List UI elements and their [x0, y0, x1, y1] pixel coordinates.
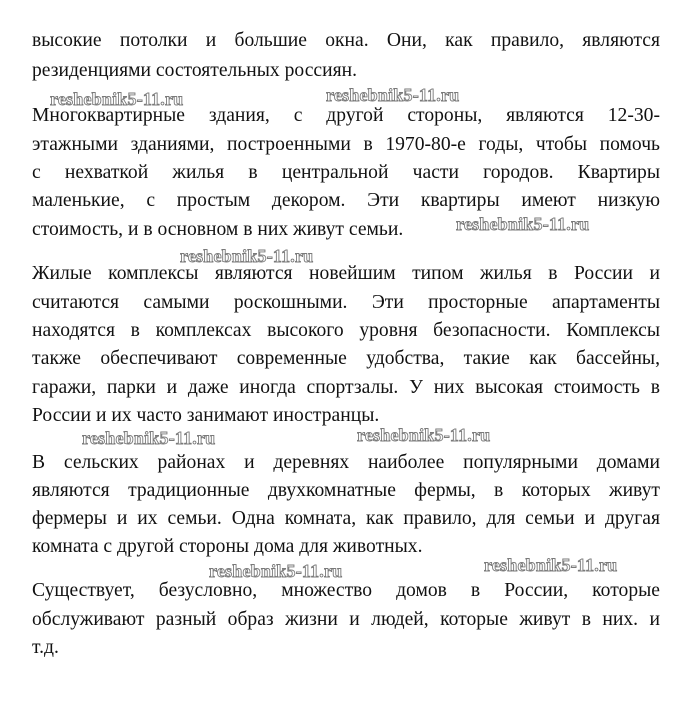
paragraph-5-line-3: т.д. — [32, 637, 59, 658]
paragraph-3-line-3: находятся в комплексах высокого уровня безопасности. Комплексы — [32, 320, 660, 341]
watermark-2: reshebnik5-11.ru — [326, 85, 460, 105]
watermark-4: reshebnik5-11.ru — [180, 246, 314, 266]
paragraph-4-line-2: являются традиционные двухкомнатные фермы, в которых живут — [32, 480, 660, 501]
watermark-8: reshebnik5-11.ru — [209, 561, 343, 581]
paragraph-2-line-3: с нехваткой жилья в центральной части городов. Квартиры — [32, 162, 660, 183]
watermark-5: reshebnik5-11.ru — [82, 428, 216, 448]
paragraph-3-line-5: гаражи, парки и даже иногда спортзалы. У них высокая стоимость в — [32, 377, 660, 398]
watermark-7: reshebnik5-11.ru — [484, 555, 618, 575]
paragraph-4-line-4: комната с другой стороны дома для животных. — [32, 536, 423, 557]
paragraph-3-line-6: России и их часто занимают иностранцы. — [32, 405, 380, 426]
paragraph-2-line-1: Многоквартирные здания, с другой стороны, являются 12-30- — [32, 105, 660, 126]
paragraph-1-line-1: высокие потолки и большие окна. Они, как правило, являются — [32, 30, 660, 51]
paragraph-2-line-4: маленькие, с простым декором. Эти квартиры имеют низкую — [32, 190, 660, 211]
paragraph-2-line-2: этажными зданиями, построенными в 1970-80-е годы, чтобы помочь — [32, 134, 660, 155]
paragraph-3-line-4: также обеспечивают современные удобства, такие как бассейны, — [32, 348, 660, 369]
watermark-3: reshebnik5-11.ru — [456, 214, 590, 234]
paragraph-3-line-2: считаются самыми роскошными. Эти просторные апартаменты — [32, 292, 660, 313]
paragraph-3-line-1: Жилые комплексы являются новейшим типом жилья в России и — [32, 263, 660, 284]
watermark-1: reshebnik5-11.ru — [50, 89, 184, 109]
paragraph-4-line-1: В сельских районах и деревнях наиболее популярными домами — [32, 452, 660, 473]
paragraph-4-line-3: фермеры и их семьи. Одна комната, как правило, для семьи и другая — [32, 508, 660, 529]
watermark-6: reshebnik5-11.ru — [357, 425, 491, 445]
paragraph-2-line-5: стоимость, и в основном в них живут семьи. — [32, 219, 404, 240]
paragraph-5-line-2: обслуживают разный образ жизни и людей, которые живут в них. и — [32, 609, 660, 630]
paragraph-5-line-1: Существует, безусловно, множество домов в России, которые — [32, 580, 660, 601]
paragraph-1-line-2: резиденциями состоятельных россиян. — [32, 60, 357, 81]
